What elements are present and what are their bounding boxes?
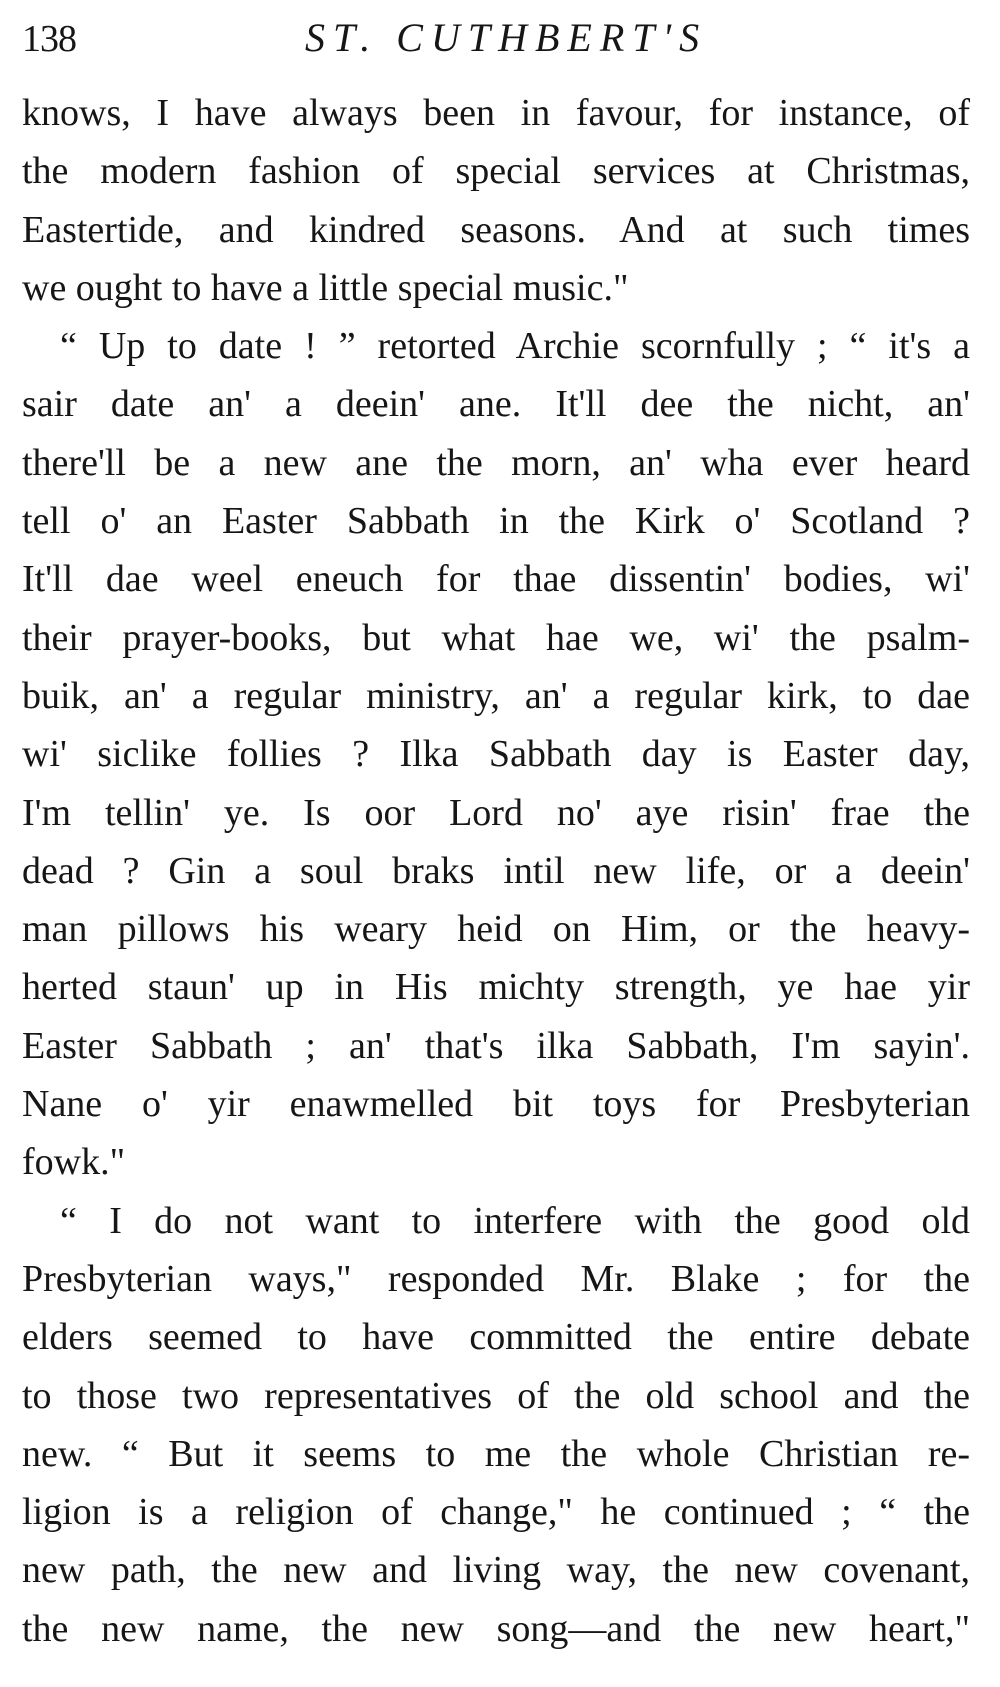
text-line: fowk." [22,1141,126,1184]
running-title: ST. CUTHBERT'S [305,15,708,60]
text-line: man pillows his weary heid on Him, or the heavy- [22,908,970,951]
text-line: I'm tellin' ye. Is oor Lord no' aye risin' frae the [22,791,970,834]
text-line: “ Up to date ! ” retorted Archie scornfully ; “ it's a [60,325,970,368]
text-line: buik, an' a regular ministry, an' a regular kirk, to dae [22,674,970,717]
text-line: ligion is a religion of change," he continued ; “ the [22,1491,970,1534]
text-line: “ I do not want to interfere with the good old [60,1199,970,1242]
text-line: knows, I have always been in favour, for instance, of [22,92,970,134]
text-line: their prayer-books, but what hae we, wi' the psalm- [22,616,970,659]
text-line: the new name, the new song—and the new heart," [22,1607,970,1650]
text-line: It'll dae weel eneuch for thae dissentin' bodies, wi' [22,558,970,601]
running-head [22,14,972,74]
body-text [22,84,970,1658]
page-number: 138 [22,18,76,60]
paragraph [22,84,970,317]
text-line: Nane o' yir enawmelled bit toys for Presbyterian [22,1083,970,1126]
text-line: new path, the new and living way, the new covenant, [22,1549,970,1592]
text-line: wi' siclike follies ? Ilka Sabbath day is Easter day, [22,733,970,776]
text-line: herted staun' up in His michty strength, ye hae yir [22,966,970,1009]
text-line: there'll be a new ane the morn, an' wha ever heard [22,441,970,484]
text-line: to those two representatives of the old school and the [22,1374,970,1417]
paragraph [22,1192,970,1658]
text-line: Easter Sabbath ; an' that's ilka Sabbath, I'm sayin'. [22,1024,970,1067]
text-line: the modern fashion of special services at Christmas, [22,150,970,193]
text-line: we ought to have a little special music." [22,266,629,309]
text-line: sair date an' a deein' ane. It'll dee the nicht, an' [22,383,970,426]
text-line: elders seemed to have committed the entire debate [22,1316,970,1359]
text-line: tell o' an Easter Sabbath in the Kirk o' Scotland ? [22,500,970,543]
text-line: Eastertide, and kindred seasons. And at such times [22,208,970,251]
text-line: dead ? Gin a soul braks intil new life, or a deein' [22,849,970,892]
text-line: Presbyterian ways," responded Mr. Blake ; for the [22,1257,970,1300]
text-line: new. “ But it seems to me the whole Christian re- [22,1432,970,1475]
paragraph [22,317,970,1191]
